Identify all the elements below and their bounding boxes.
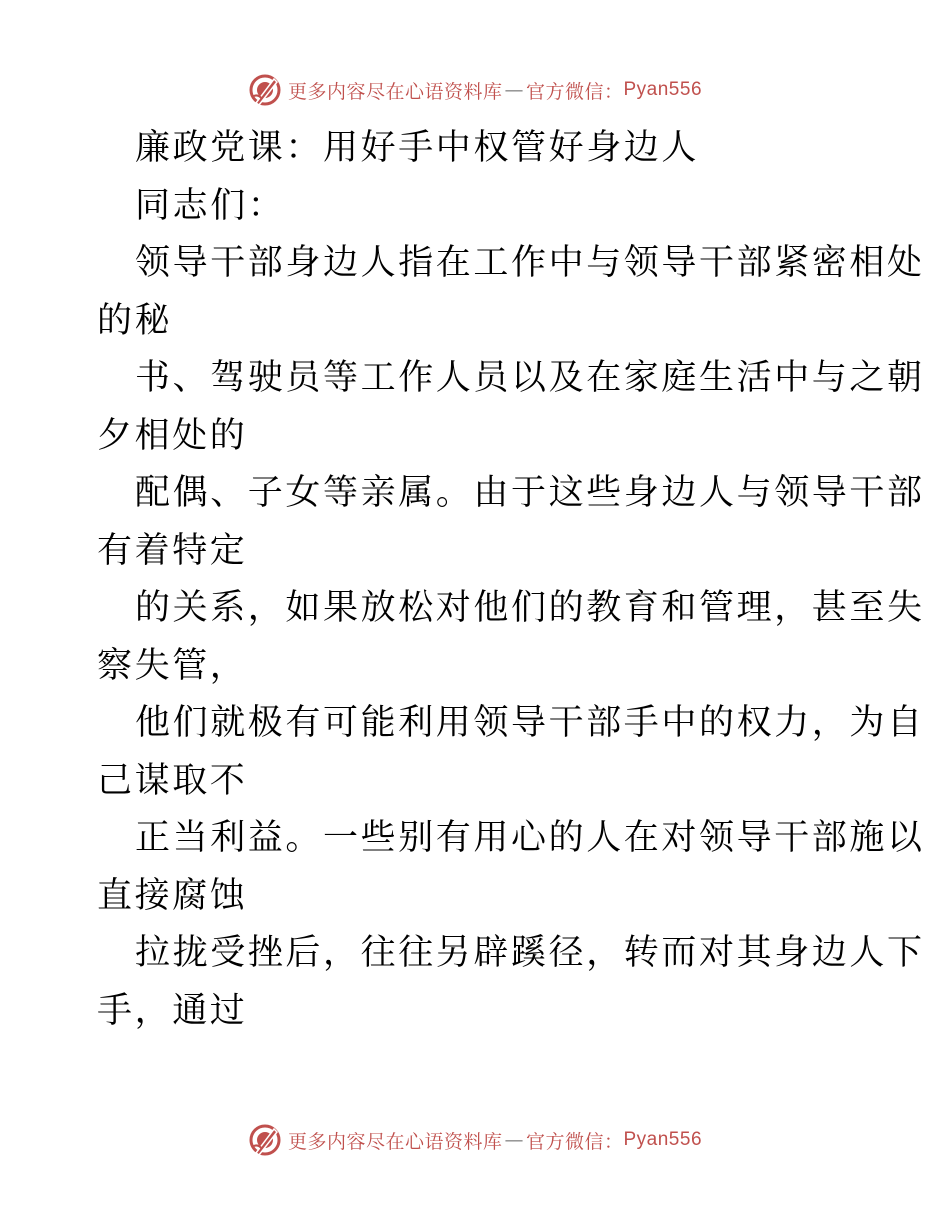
- paragraph-line: 直接腐蚀: [97, 875, 248, 916]
- header-watermark-banner: [0, 70, 950, 110]
- footer-watermark-banner: [0, 1120, 950, 1160]
- paragraph-line: 有着特定: [97, 530, 248, 571]
- banner-wechat-label: 官方微信：: [525, 1130, 624, 1153]
- document-title: 廉政党课：用好手中权管好身边人: [135, 128, 700, 168]
- paragraph-line: 书、驾驶员等工作人员以及在家庭生活中与之朝: [135, 358, 925, 398]
- pen-logo-icon: [248, 1123, 282, 1157]
- paragraph-line: 领导干部身边人指在工作中与领导干部紧密相处: [135, 243, 925, 283]
- paragraph-line: 己谋取不: [97, 760, 248, 801]
- banner-separator: —: [504, 79, 524, 101]
- banner-site-text: 更多内容尽在心语资料库: [287, 1130, 503, 1153]
- paragraph-line: 拉拢受挫后，往往另辟蹊径，转而对其身边人下: [135, 933, 925, 973]
- paragraph-line: 配偶、子女等亲属。由于这些身边人与领导干部: [135, 473, 925, 513]
- document-body: [97, 120, 925, 1040]
- banner-separator: —: [504, 1129, 524, 1151]
- paragraph-line: 手，通过: [97, 990, 248, 1031]
- paragraph-line: 的关系，如果放松对他们的教育和管理，甚至失: [135, 588, 925, 628]
- paragraph-line: 他们就极有可能利用领导干部手中的权力，为自: [135, 703, 925, 743]
- document-salutation: 同志们：: [135, 185, 286, 226]
- paragraph-line: 的秘: [97, 300, 173, 341]
- banner-wechat-id: Pyan556: [623, 1129, 703, 1150]
- banner-site-text: 更多内容尽在心语资料库: [287, 80, 503, 103]
- banner-wechat-label: 官方微信：: [525, 80, 624, 103]
- banner-wechat-id: Pyan556: [623, 79, 703, 100]
- paragraph-line: 察失管，: [97, 645, 248, 686]
- pen-logo-icon: [248, 73, 282, 107]
- paragraph-line: 正当利益。一些别有用心的人在对领导干部施以: [135, 818, 925, 858]
- paragraph-line: 夕相处的: [97, 415, 248, 456]
